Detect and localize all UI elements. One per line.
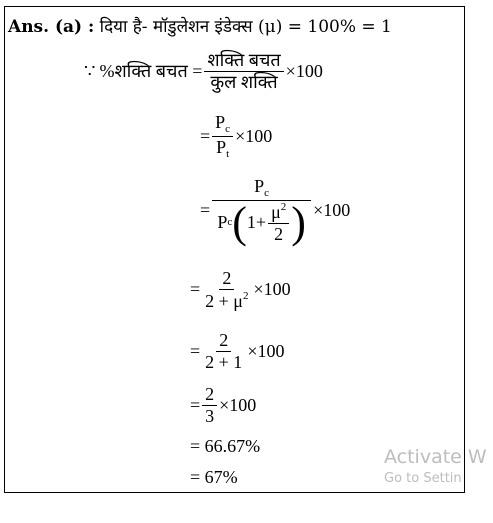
denominator-2-plus-1: 2 + 1	[205, 351, 243, 372]
equals-sign: =	[190, 394, 201, 415]
numerator-2: 2	[216, 330, 231, 352]
pc-over-pc-expression	[212, 176, 311, 245]
p-symbol: P	[217, 212, 228, 233]
numerator-pc	[212, 112, 233, 137]
step-3	[200, 176, 350, 245]
sub-c: c	[227, 216, 233, 229]
answer-heading	[8, 14, 392, 37]
sub-c: c	[225, 123, 231, 135]
step-5	[190, 330, 284, 372]
given-statement: दिया है- मॉडुलेशन इंडेक्स (μ) = 100% = 1	[99, 17, 392, 37]
denominator-2: 2	[274, 223, 284, 244]
two-over-two-plus-mu-squared	[202, 268, 251, 311]
result-66-67-percent: = 66.67%	[190, 436, 261, 456]
numerator-2: 2	[219, 268, 234, 290]
times-100: ×100	[247, 340, 285, 361]
answer-label: Ans. (a) :	[8, 17, 95, 37]
step-4	[190, 268, 291, 311]
denominator-expression	[214, 197, 309, 247]
result-67-percent: = 67%	[190, 467, 238, 487]
activate-windows-watermark	[384, 446, 487, 486]
equals-sign: =	[200, 125, 211, 146]
p-symbol: P	[215, 112, 226, 132]
p-symbol: P	[254, 176, 265, 196]
one-plus: 1+	[246, 212, 267, 233]
because-symbol: ∵	[84, 60, 96, 81]
step-7	[190, 436, 260, 457]
fraction-numerator: शक्ति बचत	[204, 50, 283, 72]
times-100: ×100	[313, 199, 351, 220]
p-symbol: P	[216, 136, 227, 157]
mu-squared-over-two	[268, 201, 289, 244]
sub-t: t	[226, 147, 230, 160]
times-100: ×100	[285, 60, 323, 81]
mu-squared	[268, 201, 289, 224]
equals-sign: =	[190, 279, 201, 300]
watermark-line-1: Activate W	[384, 446, 487, 468]
exponent-2: 2	[280, 200, 287, 213]
fraction-denominator: कुल शक्ति	[210, 71, 278, 92]
two-over-three	[202, 384, 217, 426]
times-100: ×100	[235, 125, 273, 146]
pc-over-pt	[212, 112, 233, 160]
step-2	[200, 112, 272, 160]
times-100: ×100	[219, 394, 257, 415]
watermark-line-2: Go to Settin	[384, 471, 462, 486]
numerator-2: 2	[202, 384, 217, 406]
times-100: ×100	[253, 279, 291, 300]
mu-symbol: μ	[271, 201, 281, 222]
left-paren: (	[232, 197, 247, 247]
step-6	[190, 384, 256, 426]
equals-sign: =	[200, 199, 211, 220]
saving-fraction	[204, 50, 283, 92]
percent-power-saving: %शक्ति बचत =	[99, 61, 203, 82]
denominator-2-plus-mu-sq	[202, 290, 251, 312]
step-1	[84, 50, 323, 92]
step-8	[190, 467, 238, 488]
denominator-3: 3	[205, 405, 215, 426]
two-over-three-sum	[202, 330, 245, 372]
paren-expression	[217, 197, 306, 247]
two-plus-mu: 2 + μ	[205, 290, 243, 311]
equals-sign: =	[190, 340, 201, 361]
right-paren: )	[291, 197, 306, 247]
denominator-pt	[213, 137, 232, 161]
exponent-2: 2	[242, 289, 249, 302]
sub-c: c	[264, 187, 270, 199]
numerator-pc	[212, 176, 311, 201]
